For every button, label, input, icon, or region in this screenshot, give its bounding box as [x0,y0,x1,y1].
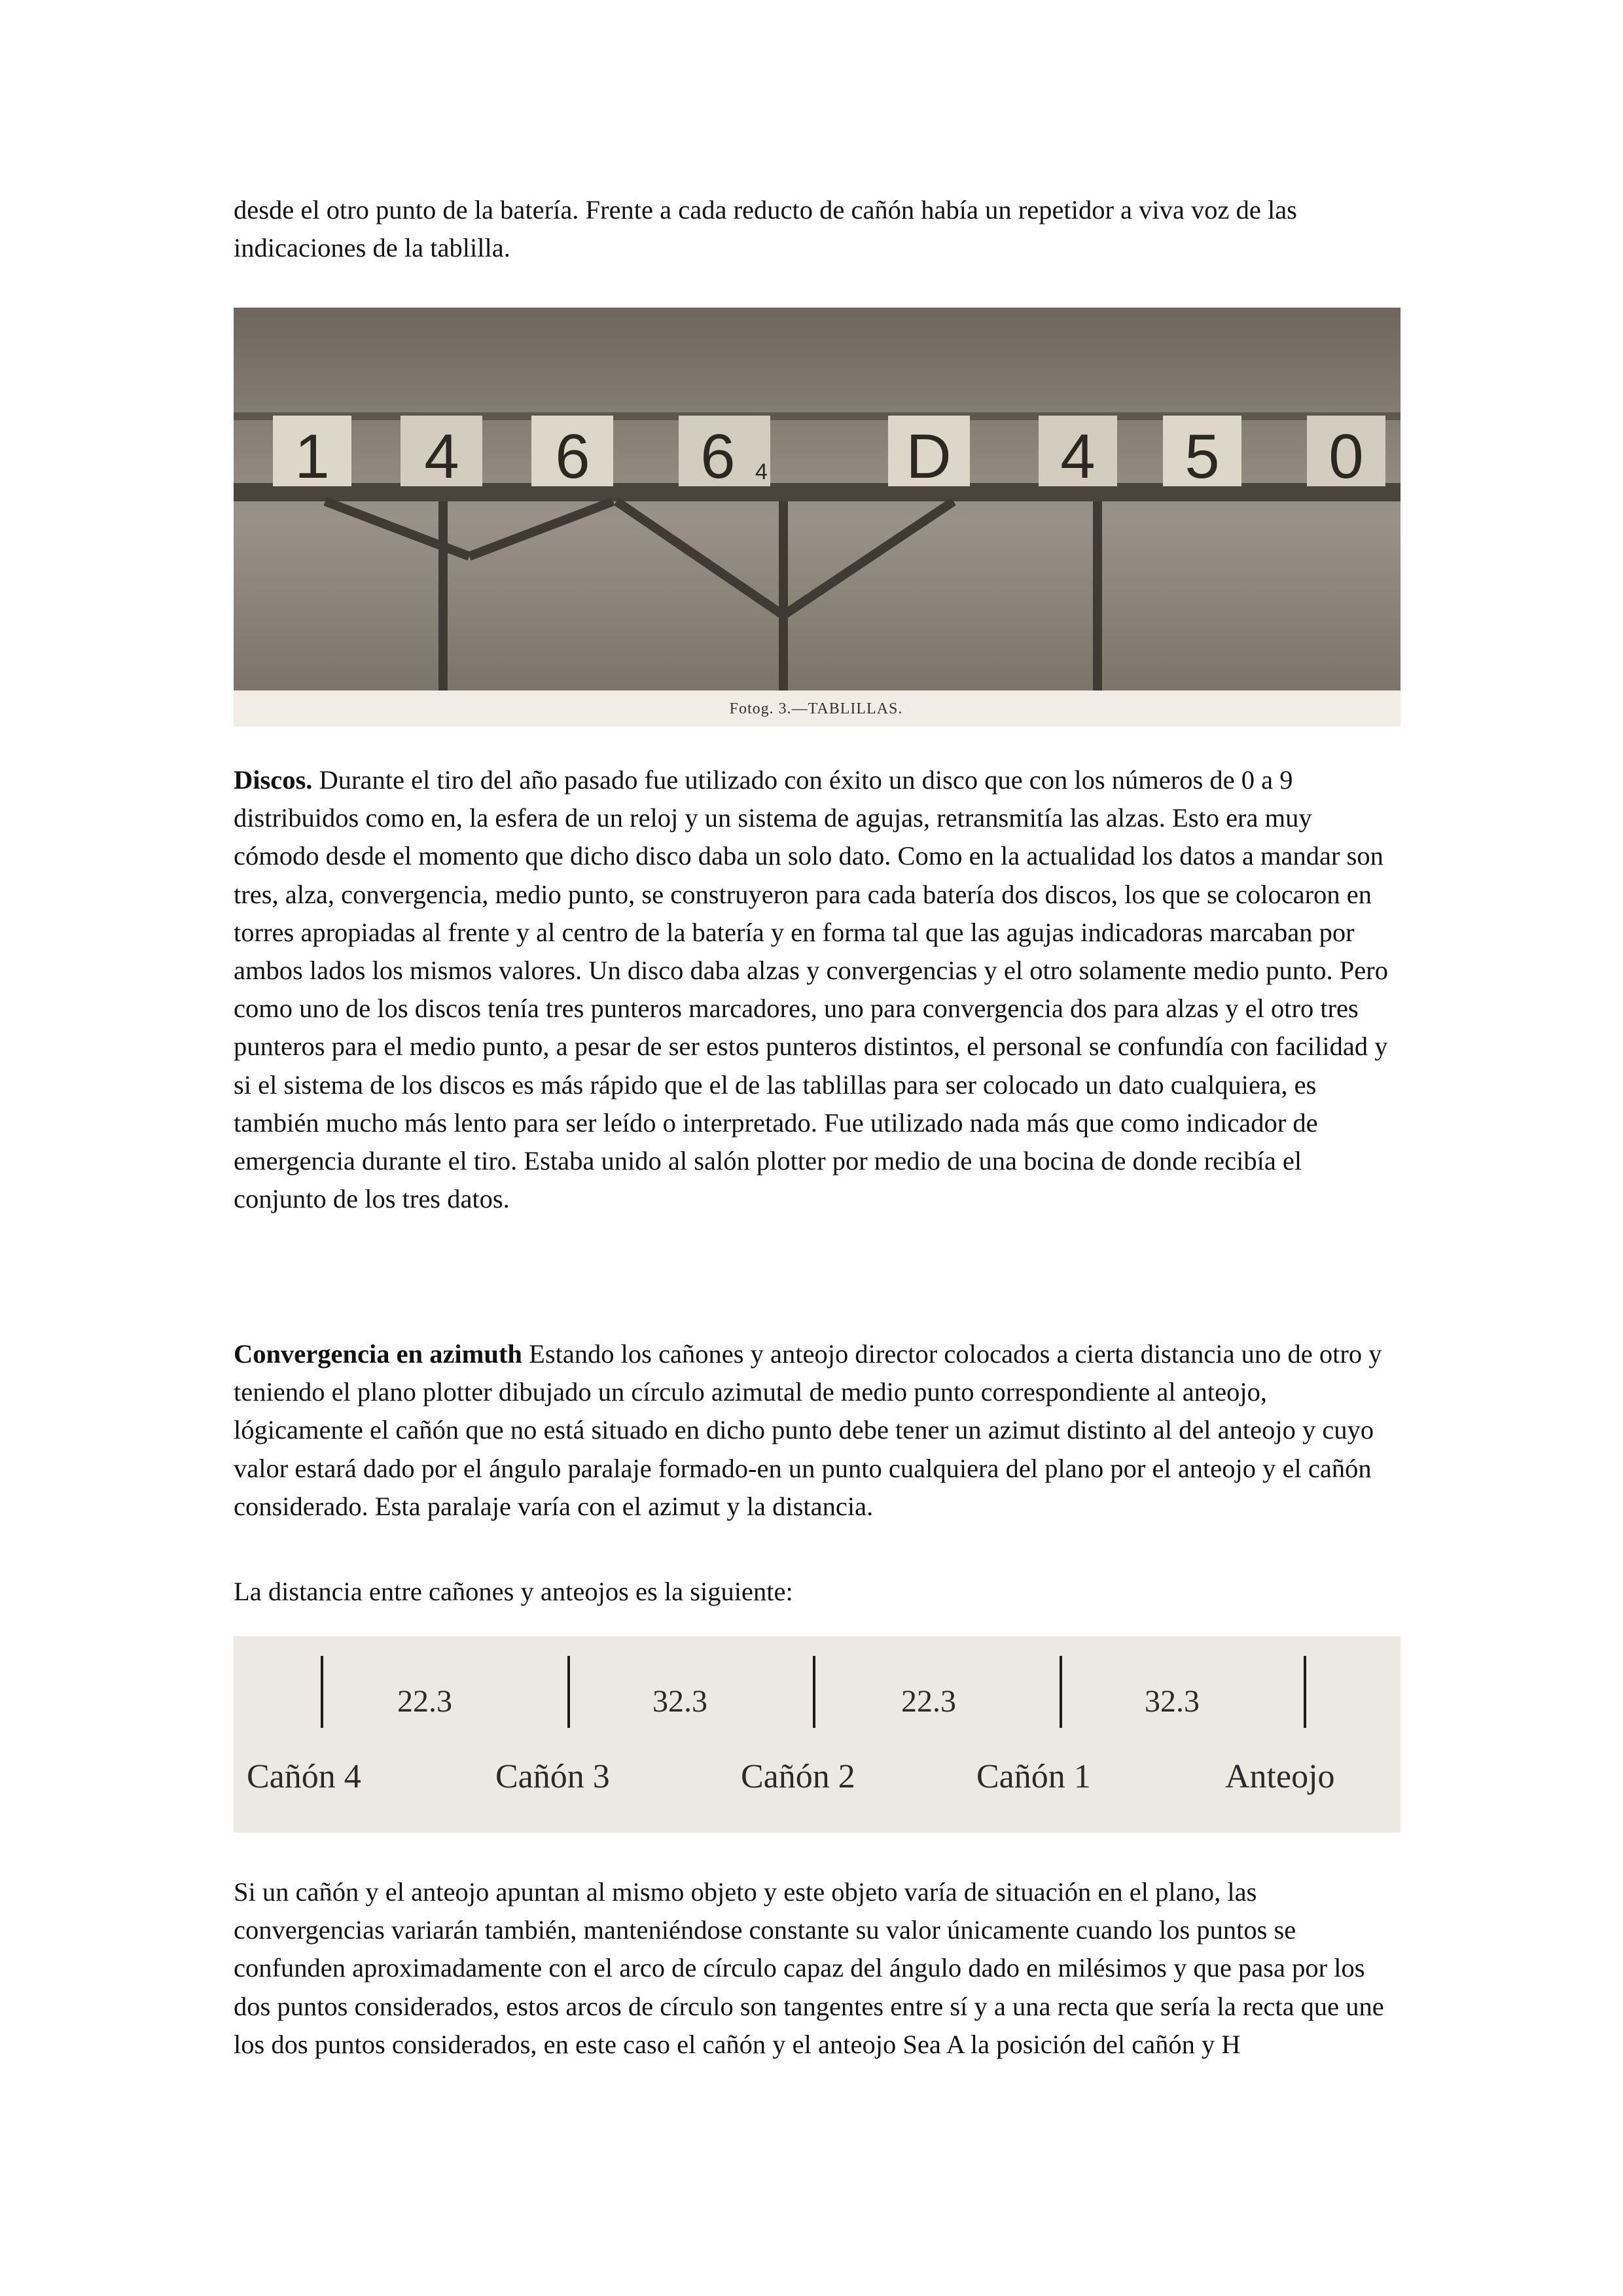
distance-strip [234,1636,1400,1833]
gun-label: Cañón 4 [247,1758,361,1795]
tick-mark [567,1656,570,1728]
tick-mark [1304,1656,1306,1728]
tick-mark [1060,1656,1062,1728]
paragraph-convergencia [234,1335,1392,1526]
board-digit: 0 [1329,422,1364,492]
board-digit: 4 [424,422,459,492]
gun-label: Cañón 1 [976,1758,1091,1795]
tick-mark [321,1656,323,1728]
distance-value: 32.3 [652,1684,707,1719]
convergencia-body: Estando los cañones y anteojo director colocados a cierta distancia uno de otro y teniendo el plano plotter dibujado un círculo azimutal de medio punto correspondiente al anteojo, lógicamente el cañón que no está situado en dicho punto debe tener un azimut distinto al del anteojo y cuyo valor estará dado por el ángulo paralaje formado-en un punto cualquiera del plano por el anteojo y el cañón considerado. Esta paralaje varía con el azimut y la distancia. [234,1339,1382,1521]
board-digit: 6 [700,422,736,492]
paragraph-intro: desde el otro punto de la batería. Frente a cada reducto de cañón había un repetidor a viva voz de las indicaciones de la tablilla. [234,195,1297,263]
board-digit: D [906,422,952,492]
discos-heading: Discos. [234,765,313,795]
tablillas-photo [234,308,1400,726]
gun-label: Cañón 2 [741,1758,855,1795]
paragraph-distance-intro: La distancia entre cañones y anteojos es la siguiente: [234,1577,793,1606]
board-subscript: 4 [755,459,768,484]
discos-body: Durante el tiro del año pasado fue utilizado con éxito un disco que con los números de 0 a 9 distribuidos como en, la esfera de un reloj y un sistema de agujas, retransmitía las alzas. Esto era muy cómodo desde el momento que dicho disco daba un solo dato. Como en la actualidad los datos a mandar son tres, alza, convergencia, medio punto, se construyeron para cada batería dos discos, los que se colocaron en torres apropiadas al frente y al centro de la batería y en forma tal que las agujas indicadoras marcaban por ambos lados los mismos valores. Un disco daba alzas y convergencias y el otro solamente medio punto. Pero como uno de los discos tenía tres punteros marcadores, uno para convergencia dos para alzas y el otro tres punteros para el medio punto, a pesar de ser estos punteros distintos, el personal se confundía con facilidad y si el sistema de los discos es más rápido que el de las tablillas para ser colocado un dato cualquiera, es también mucho más lento para ser leído o interpretado. Fue utilizado nada más que como indicador de emergencia durante el tiro. Estaba unido al salón plotter por medio de una bocina de donde recibía el conjunto de los tres datos. [234,765,1389,1214]
board-digit: 6 [555,422,590,492]
board-digit: 5 [1185,422,1220,492]
convergencia-heading: Convergencia en azimuth [234,1339,522,1369]
distance-value: 22.3 [397,1684,452,1719]
photo-caption: Fotog. 3.—TABLILLAS. [729,700,903,717]
distance-value: 32.3 [1145,1684,1200,1719]
gun-label: Cañón 3 [495,1758,610,1795]
board-digit: 1 [294,422,330,492]
paragraph-discos [234,761,1392,1218]
distance-value: 22.3 [901,1684,956,1719]
anteojo-label: Anteojo [1225,1758,1335,1795]
paragraph-arcos: Si un cañón y el anteojo apuntan al mismo objeto y este objeto varía de situación en el plano, las convergencias variarán también, manteniéndose constante su valor únicamente cuando los puntos se confunden aproximadamente con el arco de círculo capaz del ángulo dado en milésimos y que pasa por los dos puntos considerados, estos arcos de círculo son tangentes entre sí y a una recta que sería la recta que une los dos puntos considerados, en este caso el cañón y el anteojo Sea A la posición del cañón y H [234,1877,1384,2059]
board-digit: 4 [1060,422,1096,492]
tick-mark [813,1656,815,1728]
